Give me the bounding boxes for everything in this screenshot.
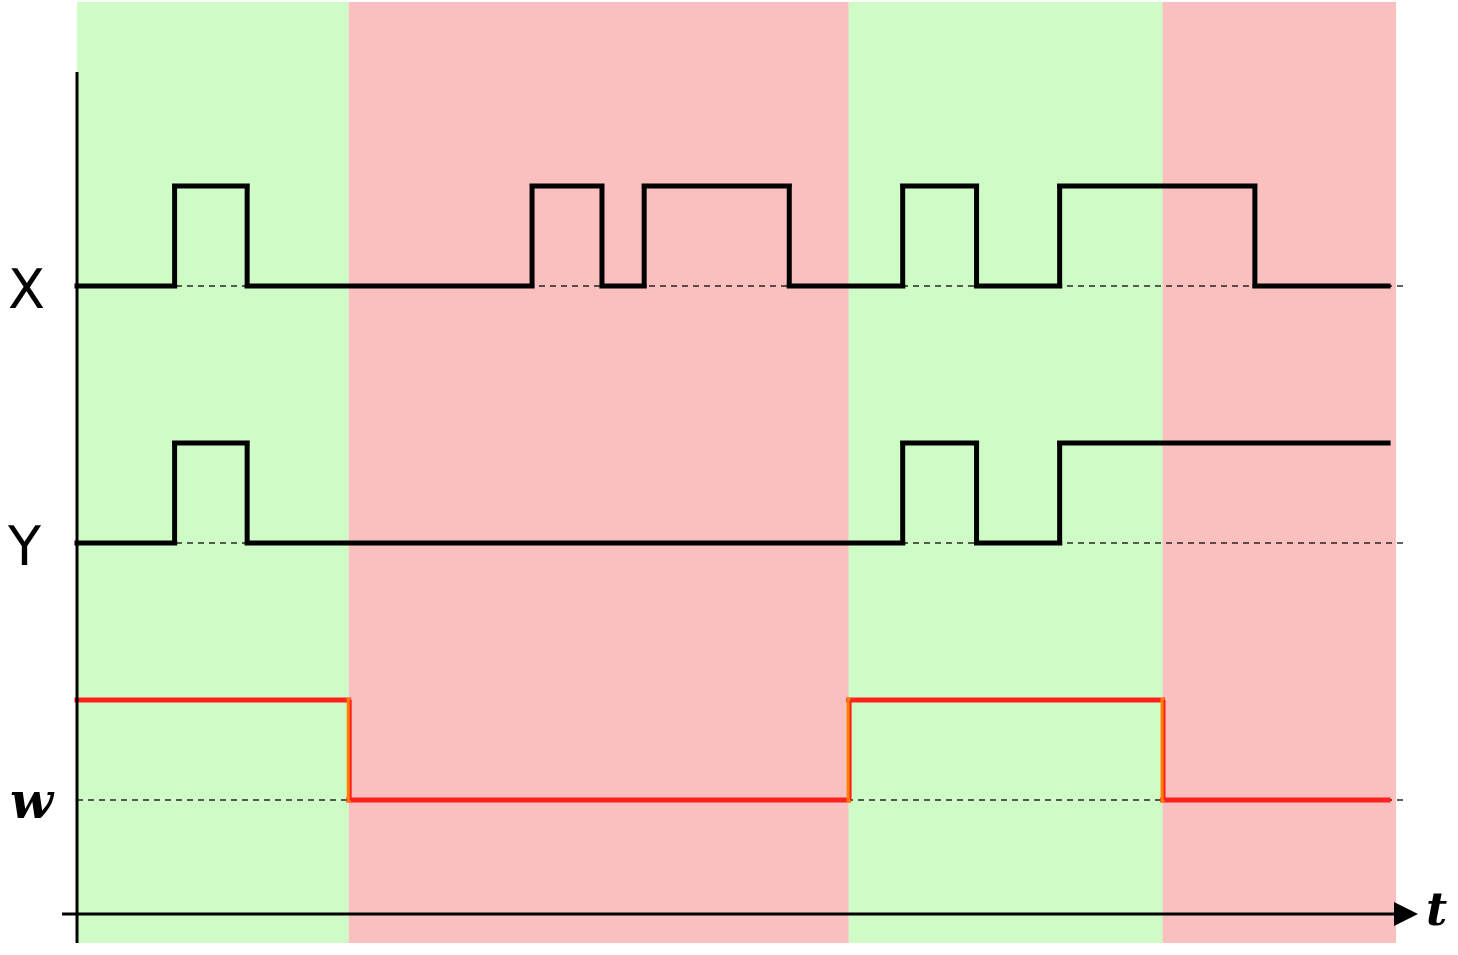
signal-label-y: Y <box>8 515 41 578</box>
region-active-3 <box>849 2 1163 943</box>
time-axis-arrowhead <box>1394 902 1418 926</box>
signal-label-w: w <box>10 771 54 830</box>
time-axis-label: t <box>1426 882 1448 936</box>
signal-labels <box>7 258 55 830</box>
signal-label-x: X <box>8 258 45 321</box>
region-active-1 <box>77 2 349 943</box>
